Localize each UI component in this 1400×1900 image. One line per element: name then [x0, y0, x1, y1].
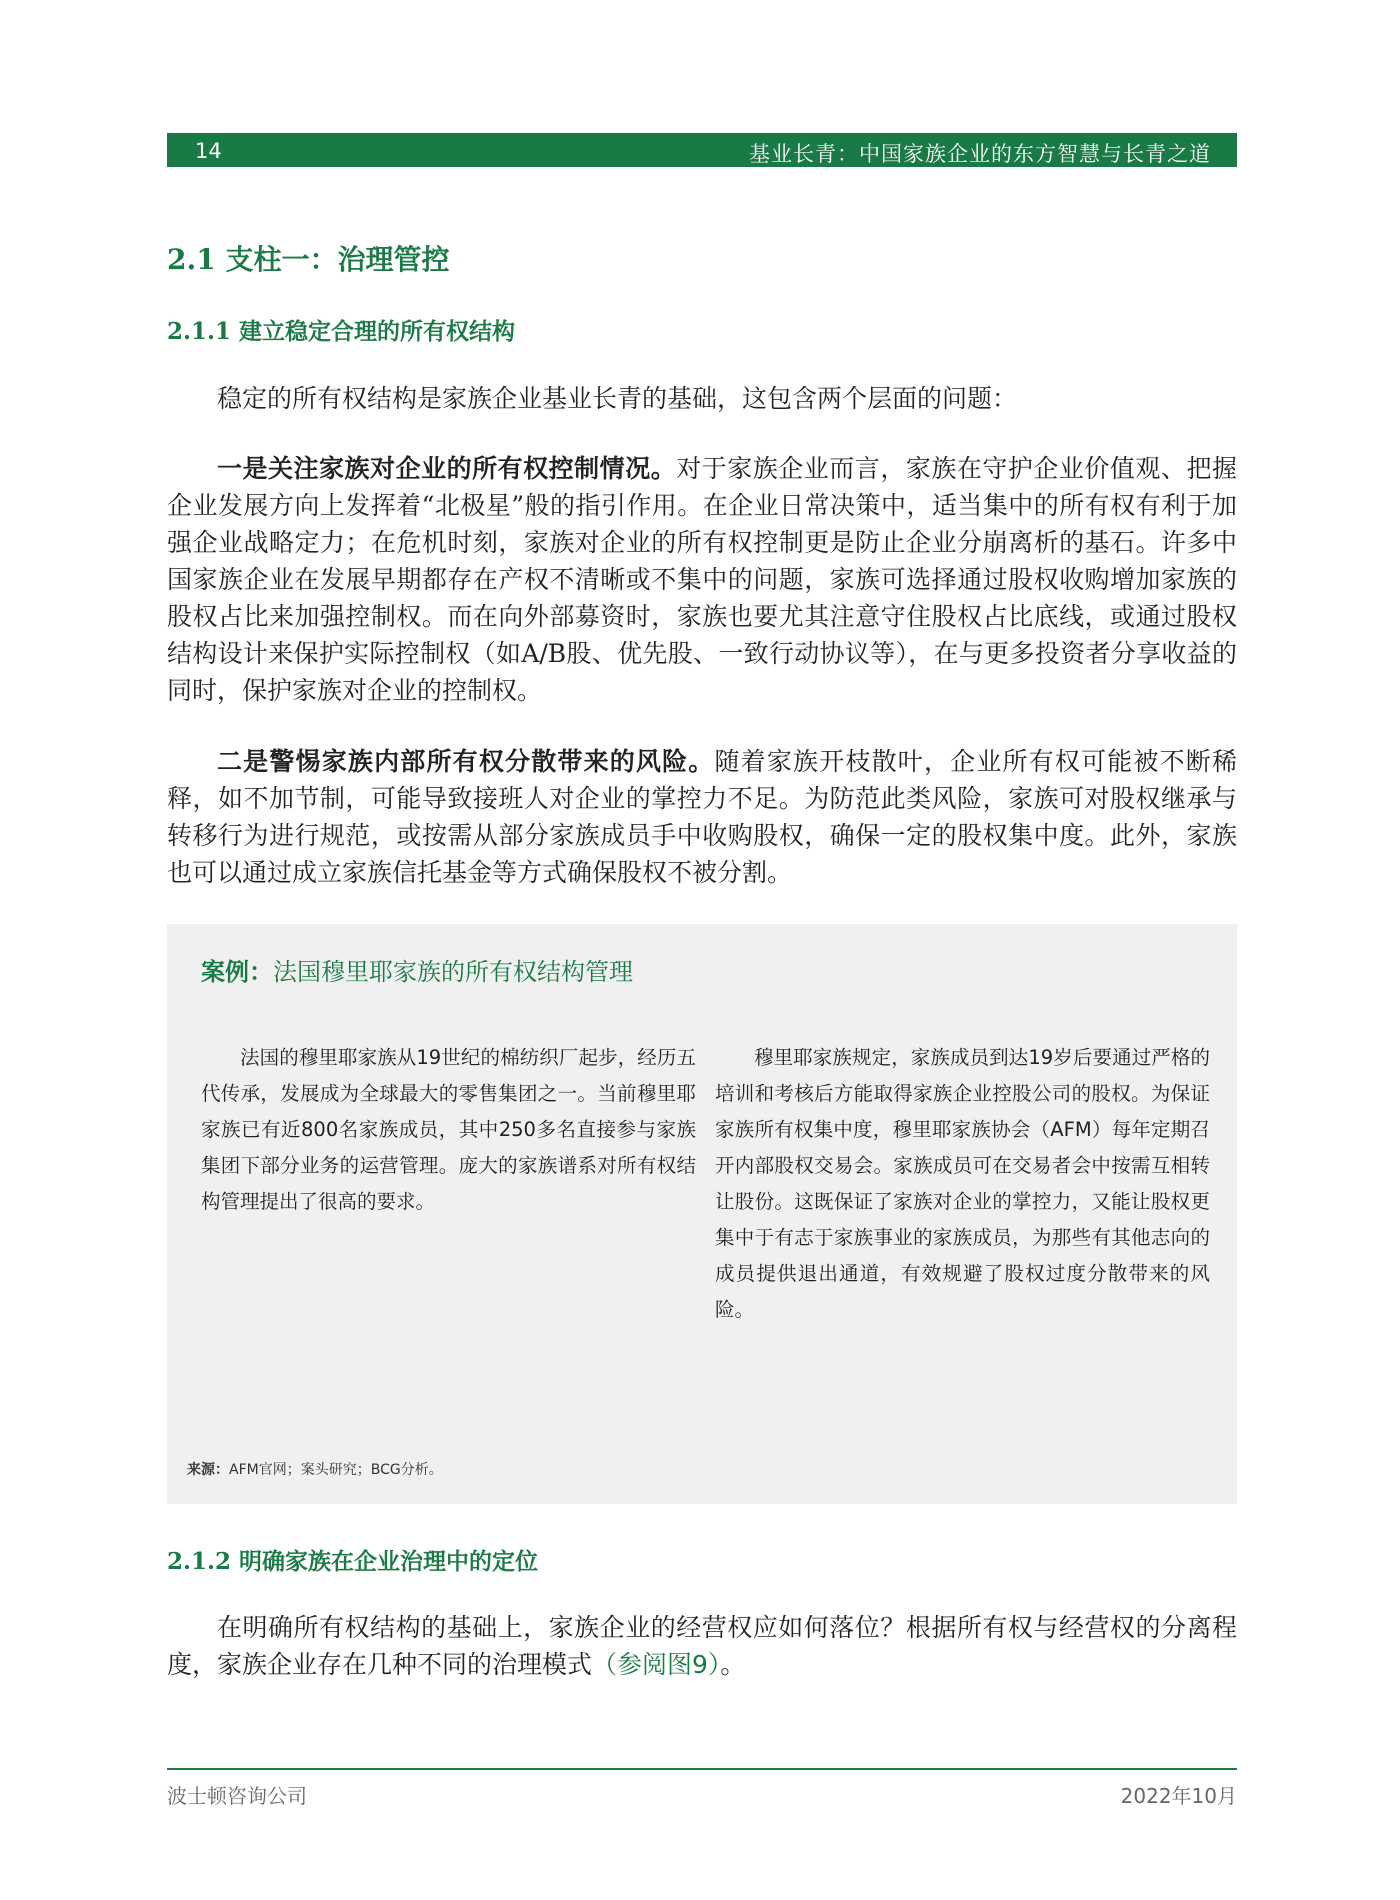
governance-end: 。 — [720, 1650, 746, 1679]
source-label: 来源： — [187, 1462, 229, 1478]
source-text: AFM官网；案头研究；BCG分析。 — [229, 1462, 443, 1478]
header-bar — [167, 133, 1237, 167]
governance-paragraph — [167, 1609, 1237, 1683]
page-number: 14 — [195, 139, 222, 163]
subsection-title-2-1-1: 2.1.1 建立稳定合理的所有权结构 — [167, 318, 516, 345]
point-one-paragraph — [167, 450, 1237, 709]
point-two-lead: 二是警惕家族内部所有权分散带来的风险。 — [217, 747, 715, 776]
case-right-column: 穆里耶家族规定，家族成员到达19岁后要通过严格的培训和考核后方能取得家族企业控股公司的股权。为保证家族所有权集中度，穆里耶家族协会（AFM）每年定期召开内部股权交易会。家族成员可在交易者会中按需互相转让股份。这既保证了家族对企业的掌控力，又能让股权更集中于有志于家族事业的家族成员，为那些有其他志向的成员提供退出通道，有效规避了股权过度分散带来的风险。 — [715, 1046, 1210, 1321]
subsection-title-2-1-2: 2.1.2 明确家族在企业治理中的定位 — [167, 1548, 539, 1575]
point-two-text: 随着家族开枝散叶，企业所有权可能被不断稀释，如不加节制，可能导致接班人对企业的掌控力不足。为防范此类风险，家族可对股权继承与转移行为进行规范，或按需从部分家族成员手中收购股权，确保一定的股权集中度。此外，家族也可以通过成立家族信托基金等方式确保股权不被分割。 — [167, 747, 1237, 887]
case-title-text: 法国穆里耶家族的所有权结构管理 — [273, 958, 633, 986]
case-left-column: 法国的穆里耶家族从19世纪的棉纺织厂起步，经历五代传承，发展成为全球最大的零售集团之一。当前穆里耶家族已有近800名家族成员，其中250多名直接参与家族集团下部分业务的运营管理。庞大的家族谱系对所有权结构管理提出了很高的要求。 — [201, 1046, 696, 1213]
case-title — [201, 952, 633, 987]
case-label: 案例： — [201, 958, 273, 986]
point-one-text: 对于家族企业而言，家族在守护企业价值观、把握企业发展方向上发挥着“北极星”般的指引作用。在企业日常决策中，适当集中的所有权有利于加强企业战略定力；在危机时刻，家族对企业的所有权控制更是防止企业分崩离析的基石。许多中国家族企业在发展早期都存在产权不清晰或不集中的问题，家族可选择通过股权收购增加家族的股权占比来加强控制权。而在向外部募资时，家族也要尤其注意守住股权占比底线，或通过股权结构设计来保护实际控制权（如A/B股、优先股、一致行动协议等），在与更多投资者分享收益的同时，保护家族对企业的控制权。 — [167, 454, 1237, 705]
case-source — [187, 1459, 443, 1479]
figure-reference-link[interactable]: （参阅图9） — [592, 1650, 721, 1679]
intro-paragraph: 稳定的所有权结构是家族企业基业长青的基础，这包含两个层面的问题： — [217, 384, 1018, 413]
point-one-lead: 一是关注家族对企业的所有权控制情况。 — [217, 454, 677, 483]
case-study-box — [167, 924, 1237, 1504]
footer-date: 2022年10月 — [1120, 1784, 1237, 1808]
report-title: 基业长青：中国家族企业的东方智慧与长青之道 — [749, 142, 1211, 166]
footer-company: 波士顿咨询公司 — [167, 1784, 307, 1808]
footer-divider — [167, 1768, 1237, 1770]
point-two-paragraph — [167, 743, 1237, 891]
governance-text: 在明确所有权结构的基础上，家族企业的经营权应如何落位？根据所有权与经营权的分离程度，家族企业存在几种不同的治理模式 — [167, 1613, 1237, 1679]
section-title: 2.1 支柱一：治理管控 — [167, 243, 450, 276]
